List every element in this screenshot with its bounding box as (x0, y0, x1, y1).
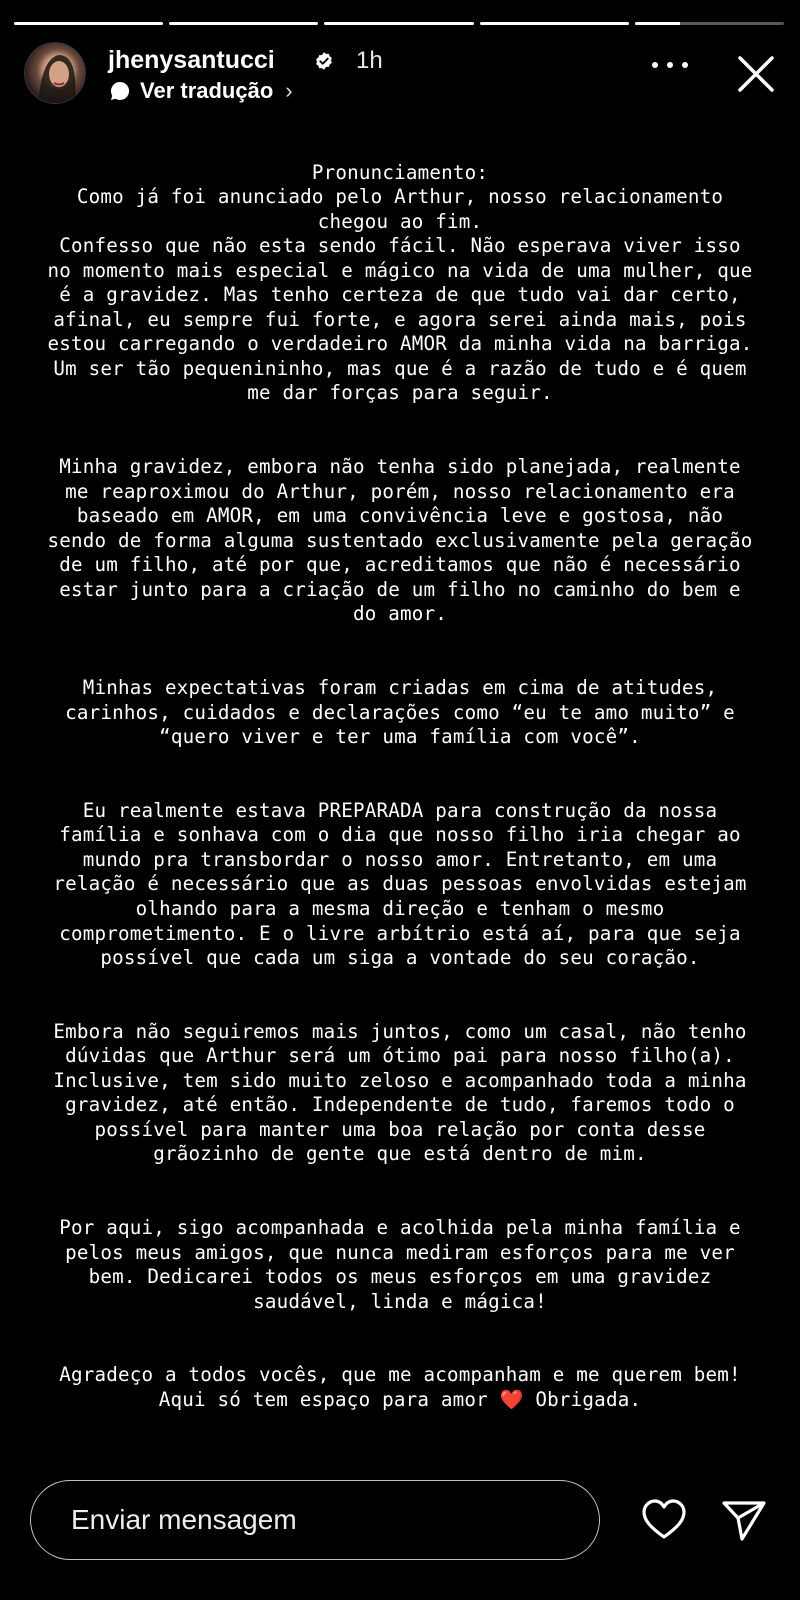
story-paragraph: Minhas expectativas foram criadas em cima de atitudes, carinhos, cuidados e declarações como “eu te amo muito” e “quero viver e ter uma família com você”. (65, 676, 735, 749)
story-progress-segment (14, 22, 163, 25)
story-text (42, 136, 758, 1462)
post-time: 1h (356, 47, 383, 74)
username[interactable]: jhenysantucci (108, 46, 275, 74)
verified-badge-icon (314, 51, 334, 71)
story-header (24, 42, 784, 108)
story-paragraph: Pronunciamento: Como já foi anunciado pelo Arthur, nosso relacionamento chegou ao fim. Confesso que não esta sendo fácil. Não esperava viver isso no momento mais especial e mágico na vida de uma mulher, que é a gravidez. Mas tenho certeza de que tudo vai dar certo, afinal, eu sempre fui forte, e agora serei ainda mais, pois estou carregando o verdadeiro AMOR da minha vida na barriga. Um ser tão pequenininho, mas que é a razão de tudo e é quem me dar forças para seguir. (47, 160, 753, 405)
story-progress-segment (480, 22, 629, 25)
story-progress-segment (635, 22, 784, 25)
close-icon[interactable] (734, 52, 778, 96)
send-icon[interactable] (720, 1496, 768, 1544)
translate-button[interactable] (108, 78, 293, 104)
message-input[interactable]: Enviar mensagem (30, 1480, 600, 1560)
story-progress-segment (324, 22, 473, 25)
story-paragraph: Minha gravidez, embora não tenha sido planejada, realmente me reaproximou do Arthur, porém, nosso relacionamento era baseado em AMOR, em uma convivência leve e gostosa, não sendo de forma alguma sustentado exclusivamente pela geração de um filho, até por que, acreditamos que não é necessário estar junto para a criação de um filho no caminho do bem e do amor. (47, 455, 753, 626)
story-paragraph: Embora não seguiremos mais juntos, como um casal, não tenho dúvidas que Arthur será um ótimo pai para nosso filho(a). Inclusive, tem sido muito zeloso e acompanhado toda a minha gravidez, até então. Independente de tudo, faremos todo o possível para manter uma boa relação por conta desse grãozinho de gente que está dentro de mim. (53, 1019, 747, 1166)
translate-bubble-icon (108, 79, 132, 103)
translate-label: Ver tradução (140, 78, 274, 103)
story-footer (30, 1480, 770, 1566)
more-options-icon[interactable] (652, 62, 688, 72)
story-progress-segment (169, 22, 318, 25)
story-paragraph: Eu realmente estava PREPARADA para construção da nossa família e sonhava com o dia que nosso filho iria chegar ao mundo pra transbordar o nosso amor. Entretanto, em uma relação é necessário que as duas pessoas envolvidas estejam olhando para a mesma direção e tenham o mesmo comprometimento. E o livre arbítrio está aí, para que seja possível que cada um siga a vontade do seu coração. (53, 798, 747, 970)
story-progress-bar (14, 22, 784, 25)
heart-icon[interactable] (640, 1496, 688, 1544)
avatar-image (25, 43, 85, 103)
story-paragraph: Por aqui, sigo acompanhada e acolhida pela minha família e pelos meus amigos, que nunca mediram esforços para me ver bem. Dedicarei todos os meus esforços em uma gravidez saudável, linda e mágica! (59, 1216, 741, 1313)
chevron-right-icon: › (285, 78, 293, 103)
story-paragraph: Agradeço a todos vocês, que me acompanham e me querem bem! Aqui só tem espaço para amor ❤️ Obrigada. (59, 1363, 741, 1411)
avatar[interactable] (24, 42, 86, 104)
